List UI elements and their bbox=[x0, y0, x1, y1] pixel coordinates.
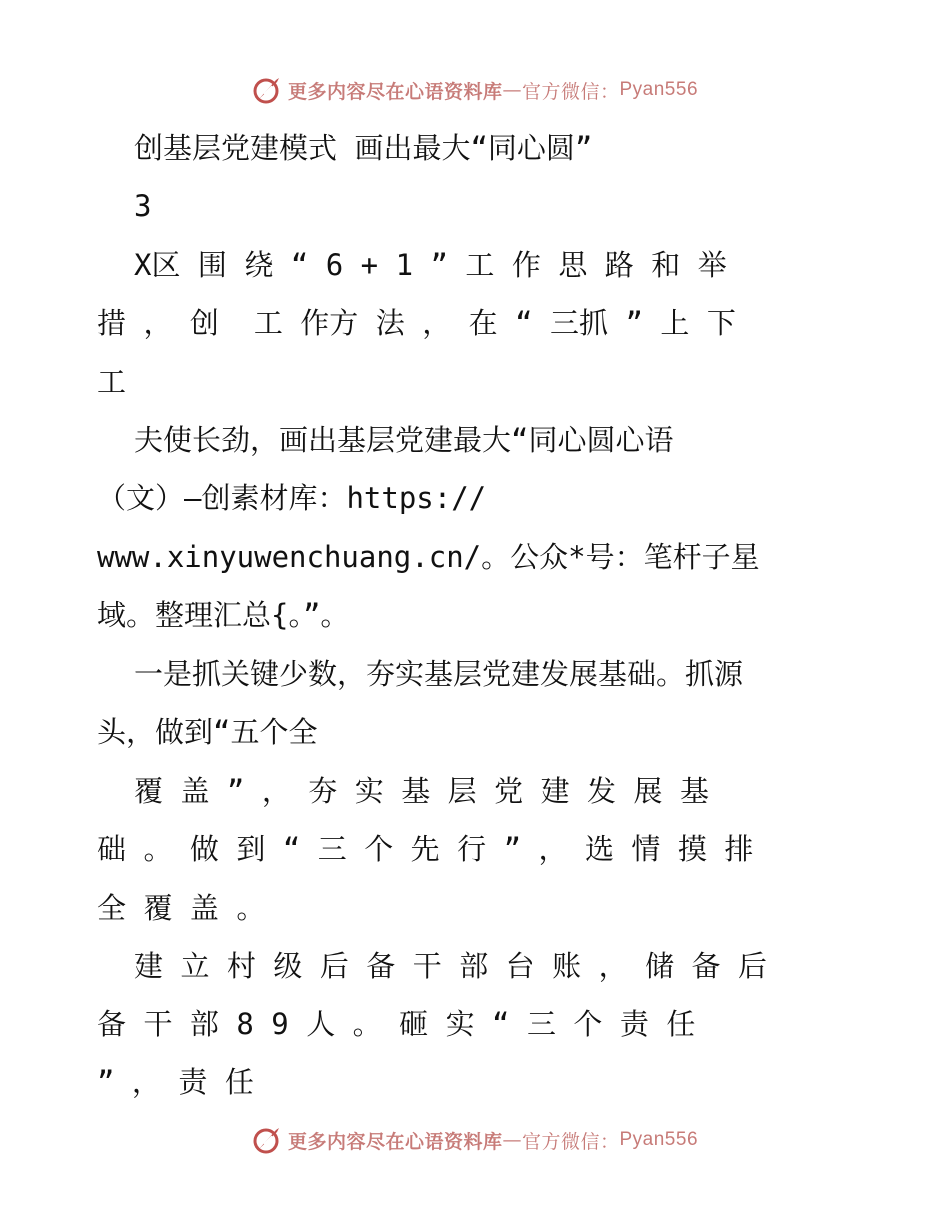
document-title: 创基层党建模式 画出最大“同心圆” bbox=[134, 131, 593, 165]
body-line-url: www.xinyuwenchuang.cn/。公众*号：笔杆子星 bbox=[97, 540, 760, 574]
body-line: 建 立 村 级 后 备 干 部 台 账 ， 储 备 后 bbox=[134, 949, 767, 983]
body-line: 覆 盖 ” ， 夯 实 基 层 党 建 发 展 基 bbox=[134, 774, 709, 808]
body-line: 础 。 做 到 “ 三 个 先 行 ” ， 选 情 摸 排 bbox=[97, 832, 754, 866]
watermark-official: 官方微信： bbox=[521, 1130, 620, 1153]
watermark-dash: — bbox=[502, 1129, 522, 1151]
watermark-dash: — bbox=[502, 79, 522, 101]
watermark-account: Pyan556 bbox=[619, 1129, 699, 1150]
header-watermark bbox=[0, 70, 950, 110]
body-line: （文）—创素材库：https:// bbox=[97, 481, 487, 515]
body-line: ” ， 责 任 bbox=[97, 1065, 254, 1099]
body-line: X区 围 绕 “ 6 + 1 ” 工 作 思 路 和 举 bbox=[134, 248, 727, 282]
body-line: 工 bbox=[97, 365, 127, 399]
body-line: 措 ， 创 工 作方 法 ， 在 “ 三抓 ” 上 下 bbox=[97, 306, 736, 340]
watermark-brand: 更多内容尽在心语资料库 bbox=[287, 80, 503, 103]
body-line: 夫使长劲，画出基层党建最大“同心圆心语 bbox=[134, 423, 674, 457]
watermark-brand: 更多内容尽在心语资料库 bbox=[287, 1130, 503, 1153]
watermark-official: 官方微信： bbox=[521, 80, 620, 103]
footer-watermark bbox=[0, 1120, 950, 1160]
body-line: 一是抓关键少数，夯实基层党建发展基础。抓源 bbox=[134, 657, 744, 691]
feather-logo-icon bbox=[252, 75, 282, 105]
section-number: 3 bbox=[134, 189, 152, 223]
watermark-account: Pyan556 bbox=[619, 79, 699, 100]
feather-logo-icon bbox=[252, 1125, 282, 1155]
body-line: 域。整理汇总{。”。 bbox=[97, 598, 350, 632]
body-line: 备 干 部 8 9 人 。 砸 实 “ 三 个 责 任 bbox=[97, 1007, 696, 1041]
body-line: 全 覆 盖 。 bbox=[97, 891, 266, 925]
body-line: 头，做到“五个全 bbox=[97, 715, 318, 749]
